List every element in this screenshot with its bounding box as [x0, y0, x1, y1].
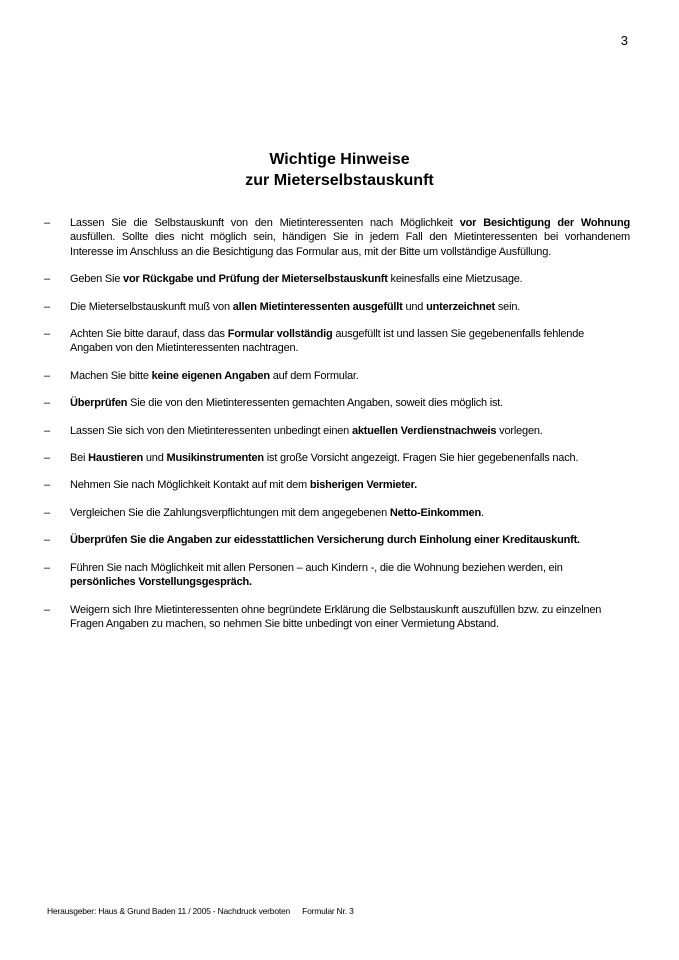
hint-text	[70, 533, 630, 547]
hint-line: Lassen Sie die Selbstauskunft von den Mietinteressenten nach Möglichkeit vor Besichtigung der Wohnung	[70, 217, 630, 229]
hint-item	[44, 424, 634, 438]
hint-item	[44, 506, 634, 520]
hint-line: Führen Sie nach Möglichkeit mit allen Personen – auch Kindern -, die die Wohnung beziehen werden, ein	[70, 561, 563, 574]
hint-line: persönliches Vorstellungsgespräch.	[70, 576, 252, 589]
hint-line: Achten Sie bitte darauf, dass das Formular vollständig ausgefüllt ist und lassen Sie gegebenenfalls fehlende	[70, 328, 585, 341]
hint-text	[70, 216, 630, 259]
hint-item	[44, 478, 634, 492]
bullet-dash-icon: –	[44, 452, 50, 465]
hint-item	[44, 300, 634, 314]
hint-text	[70, 300, 630, 314]
hint-line: Angaben von den Mietinteressenten nachtragen.	[70, 342, 299, 355]
hint-line: Überprüfen Sie die Angaben zur eidesstattlichen Versicherung durch Einholung einer Kreditauskunft.	[70, 534, 580, 547]
hint-item	[44, 216, 634, 259]
hint-text	[70, 478, 630, 492]
hint-item	[44, 451, 634, 465]
hint-text	[70, 561, 630, 590]
hint-text	[70, 327, 630, 356]
hint-line: Machen Sie bitte keine eigenen Angaben auf dem Formular.	[70, 369, 359, 382]
page-number: 3	[620, 33, 628, 48]
bullet-dash-icon: –	[44, 217, 50, 229]
bullet-dash-icon: –	[44, 369, 50, 382]
footer-publisher: Herausgeber: Haus & Grund Baden 11 / 2005 - Nachdruck verboten	[47, 906, 291, 916]
hint-line: ausfüllen. Sollte dies nicht möglich sein, händigen Sie in jedem Fall den Mietinteressenten bei vorhandenem	[70, 231, 630, 244]
bullet-dash-icon: –	[44, 397, 50, 410]
hint-item	[44, 272, 634, 286]
hint-line: Interesse im Anschluss an die Besichtigung das Formular aus, mit der Bitte um vollständige Ausfüllung.	[70, 245, 551, 258]
hint-item	[44, 561, 634, 590]
hint-text	[70, 603, 630, 632]
footer	[47, 906, 354, 917]
hint-text	[70, 396, 630, 410]
hint-line: Bei Haustieren und Musikinstrumenten ist große Vorsicht angezeigt. Fragen Sie hier gegebenenfalls nach.	[70, 452, 579, 465]
bullet-dash-icon: –	[44, 300, 50, 313]
bullet-dash-icon: –	[44, 479, 50, 492]
footer-form-number: Formular Nr. 3	[302, 906, 354, 916]
hint-text	[70, 424, 630, 438]
hint-line: Weigern sich Ihre Mietinteressenten ohne begründete Erklärung die Selbstauskunft auszufüllen bzw. zu einzelnen	[70, 603, 602, 616]
hint-item	[44, 396, 634, 410]
hint-text	[70, 272, 630, 286]
bullet-dash-icon: –	[44, 328, 50, 341]
hint-line: Vergleichen Sie die Zahlungsverpflichtungen mit dem angegebenen Netto-Einkommen.	[70, 506, 484, 519]
bullet-dash-icon: –	[44, 273, 50, 286]
bullet-dash-icon: –	[44, 424, 50, 437]
hint-item	[44, 603, 634, 632]
hint-item	[44, 327, 634, 356]
bullet-dash-icon: –	[44, 506, 50, 519]
title-line-2: zur Mieterselbstauskunft	[245, 172, 434, 189]
hint-item	[44, 369, 634, 383]
hint-text	[70, 451, 630, 465]
hint-item	[44, 533, 634, 547]
hint-line: Nehmen Sie nach Möglichkeit Kontakt auf mit dem bisherigen Vermieter.	[70, 479, 417, 492]
hint-line: Überprüfen Sie die von den Mietinteressenten gemachten Angaben, soweit dies möglich ist.	[70, 397, 504, 410]
hint-line: Geben Sie vor Rückgabe und Prüfung der Mieterselbstauskunft keinesfalls eine Mietzusage.	[70, 273, 523, 286]
hint-text	[70, 369, 630, 383]
hint-text	[70, 506, 630, 520]
title-line-1: Wichtige Hinweise	[269, 151, 410, 168]
bullet-dash-icon: –	[44, 534, 50, 547]
bullet-dash-icon: –	[44, 561, 50, 574]
bullet-dash-icon: –	[44, 603, 50, 616]
hints-list	[44, 216, 634, 644]
hint-line: Die Mieterselbstauskunft muß von allen Mietinteressenten ausgefüllt und unterzeichnet sein.	[70, 300, 521, 313]
hint-line: Fragen Angaben zu machen, so nehmen Sie bitte unbedingt von einer Vermietung Abstand.	[70, 617, 499, 630]
document-title	[0, 149, 679, 191]
hint-line: Lassen Sie sich von den Mietinteressenten unbedingt einen aktuellen Verdienstnachweis vorlegen.	[70, 424, 543, 437]
